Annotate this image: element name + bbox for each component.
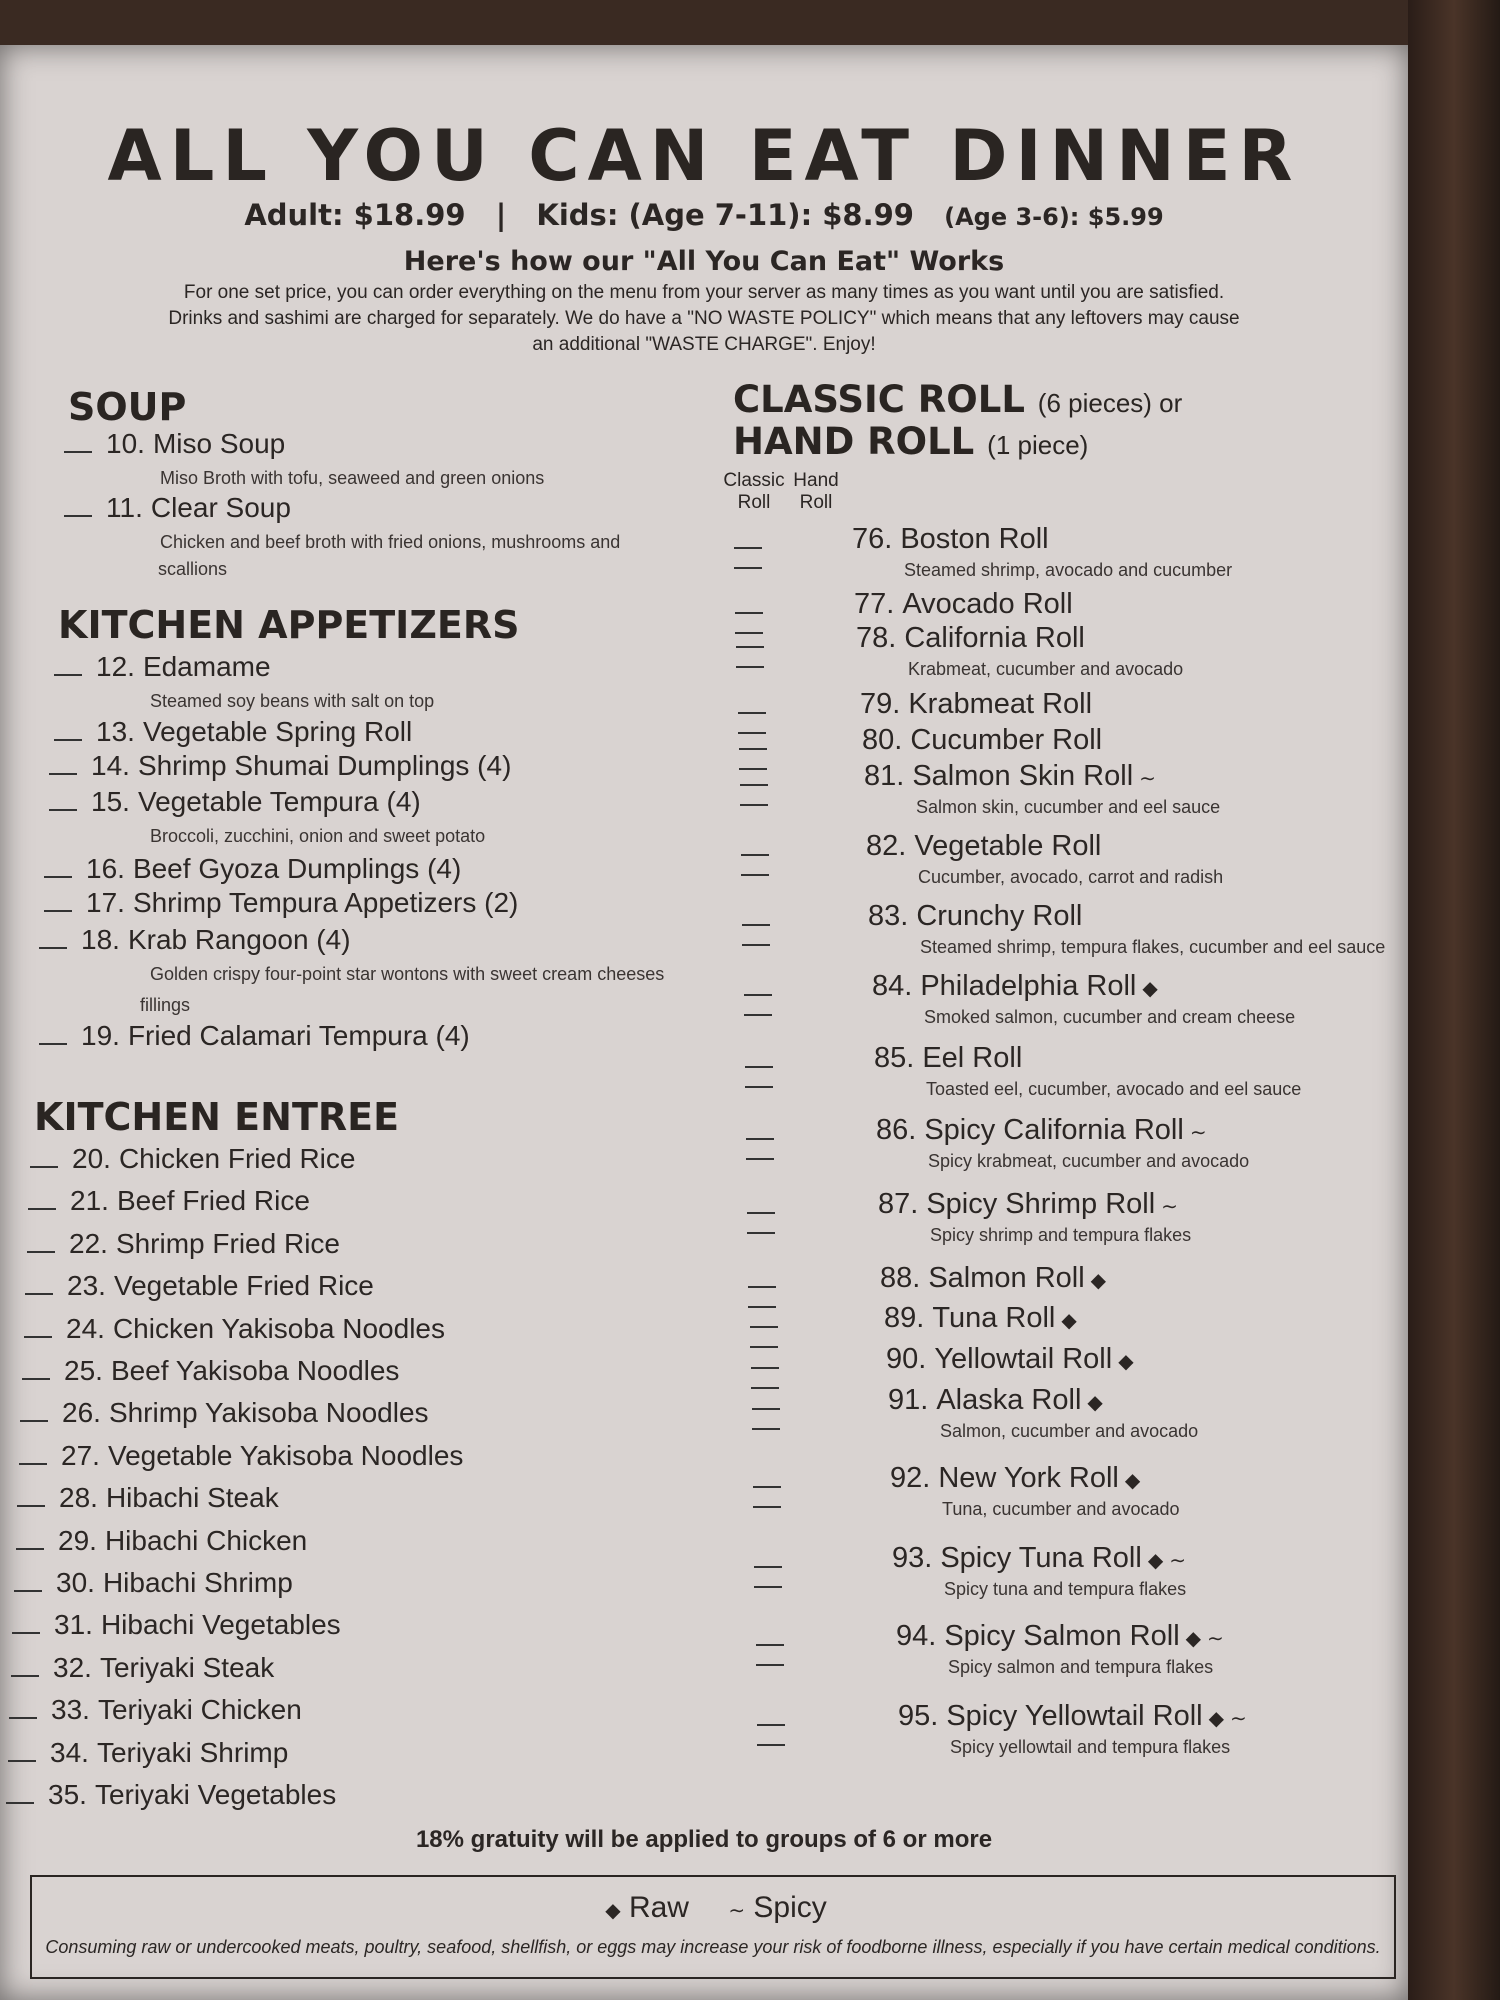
- item-name: Beef Gyoza Dumplings (4): [132, 853, 462, 884]
- item-name: Beef Fried Rice: [116, 1185, 310, 1216]
- spicy-icon: ∼: [1189, 1122, 1207, 1144]
- spicy-icon: ∼: [1169, 1550, 1186, 1572]
- roll-name: Cucumber Roll: [910, 724, 1103, 756]
- order-blank[interactable]: [8, 1760, 36, 1762]
- item-number: 18.: [81, 924, 120, 955]
- price-line: [0, 198, 1408, 232]
- order-blank[interactable]: [9, 1717, 37, 1719]
- legend: [32, 1891, 1394, 1925]
- roll-item: [880, 1262, 1106, 1295]
- item-description: Steamed soy beans with salt on top: [150, 691, 435, 711]
- item-description: Spicy krabmeat, cucumber and avocado: [928, 1151, 1250, 1171]
- roll-order-blanks: [747, 1194, 847, 1234]
- item-name: Teriyaki Vegetables: [94, 1779, 337, 1810]
- item-number: 15.: [91, 786, 130, 817]
- roll-item: [874, 1042, 1022, 1075]
- roll-number: 89.: [884, 1302, 925, 1334]
- item-number: 14.: [91, 750, 130, 781]
- item-number: 31.: [54, 1609, 93, 1640]
- item-name: Vegetable Fried Rice: [113, 1270, 374, 1301]
- menu-item: [6, 1779, 336, 1811]
- item-number: 12.: [96, 651, 135, 682]
- menu-item: [24, 1313, 445, 1345]
- raw-icon: ◆: [605, 1900, 621, 1922]
- roll-number: 91.: [888, 1384, 929, 1416]
- item-number: 24.: [66, 1313, 105, 1344]
- spicy-icon: ∼: [1230, 1708, 1247, 1730]
- order-blank[interactable]: [22, 1378, 50, 1380]
- hand-blank[interactable]: [740, 786, 768, 806]
- classic-blank[interactable]: [746, 1120, 774, 1140]
- roll-number: 90.: [886, 1343, 927, 1375]
- roll-number: 80.: [862, 724, 903, 756]
- intro-text: [150, 280, 1258, 358]
- kids-price: Kids: (Age 7-11): $8.99: [536, 198, 914, 232]
- item-name: Chicken Yakisoba Noodles: [112, 1313, 445, 1344]
- item-description: Krabmeat, cucumber and avocado: [908, 659, 1184, 679]
- raw-icon: ◆: [1208, 1708, 1225, 1730]
- item-description: Tuna, cucumber and avocado: [942, 1499, 1180, 1519]
- order-blank[interactable]: [49, 773, 77, 775]
- raw-icon: ◆: [1090, 1270, 1107, 1292]
- item-name: Hibachi Shrimp: [102, 1567, 293, 1598]
- roll-name: Boston Roll: [900, 523, 1049, 555]
- roll-name: Spicy California Roll: [924, 1114, 1184, 1146]
- order-blank[interactable]: [64, 515, 92, 517]
- roll-number: 87.: [878, 1188, 919, 1220]
- item-name: Teriyaki Chicken: [97, 1694, 302, 1725]
- roll-order-blanks: [750, 1308, 850, 1348]
- raw-icon: ◆: [1142, 978, 1158, 1000]
- order-blank[interactable]: [54, 674, 82, 676]
- roll-number: 94.: [896, 1620, 937, 1652]
- menu-item: [28, 1185, 310, 1217]
- roll-item: [892, 1542, 1186, 1575]
- entree-heading: KITCHEN ENTREE: [34, 1095, 400, 1139]
- item-description: scallions: [158, 559, 228, 579]
- hand-blank[interactable]: [751, 1369, 779, 1389]
- order-blank[interactable]: [39, 947, 67, 949]
- health-warning: Consuming raw or undercooked meats, poultry, seafood, shellfish, or eggs may increase your risk of foodborne illness, especially if you have certain medical conditions.: [45, 1937, 1381, 1957]
- roll-number: 95.: [898, 1700, 939, 1732]
- item-description: Broccoli, zucchini, onion and sweet potato: [150, 826, 486, 846]
- roll-number: 92.: [890, 1462, 931, 1494]
- roll-order-blanks: [734, 529, 834, 569]
- classic-blank[interactable]: [740, 766, 768, 786]
- roll-name: Eel Roll: [922, 1042, 1023, 1074]
- menu-item: [44, 887, 518, 919]
- roll-item: [866, 830, 1101, 863]
- roll-name: Spicy Shrimp Roll: [926, 1188, 1156, 1220]
- classic-blank[interactable]: [735, 594, 763, 614]
- menu-item: [64, 492, 291, 524]
- page-title: ALL YOU CAN EAT DINNER: [107, 115, 1301, 197]
- roll-item: [888, 1384, 1103, 1417]
- order-blank[interactable]: [24, 1336, 52, 1338]
- roll-name: Krabmeat Roll: [908, 688, 1093, 720]
- order-blank[interactable]: [25, 1293, 53, 1295]
- menu-item: [25, 1270, 374, 1302]
- classic-blank[interactable]: [753, 1468, 781, 1488]
- hand-roll-heading: [733, 420, 1088, 463]
- roll-order-blanks: [753, 1468, 853, 1508]
- order-blank[interactable]: [11, 1675, 39, 1677]
- roll-order-blanks: [754, 1548, 854, 1588]
- raw-icon: ◆: [1147, 1550, 1164, 1572]
- roll-item: [864, 760, 1156, 793]
- menu-item: [44, 853, 461, 885]
- roll-number: 86.: [876, 1114, 917, 1146]
- item-number: 32.: [53, 1652, 92, 1683]
- roll-item: [872, 970, 1158, 1003]
- classic-blank[interactable]: [757, 1706, 785, 1726]
- adult-price: Adult: $18.99: [244, 198, 466, 232]
- menu-item: [20, 1397, 429, 1429]
- spicy-icon: ∼: [728, 1900, 746, 1922]
- classic-blank[interactable]: [751, 1349, 779, 1369]
- roll-order-blanks: [736, 628, 836, 668]
- roll-item: [878, 1188, 1178, 1221]
- roll-number: 88.: [880, 1262, 921, 1294]
- roll-order-blanks: [738, 694, 838, 734]
- classic-roll-title: CLASSIC ROLL: [733, 378, 1025, 421]
- roll-number: 93.: [892, 1542, 933, 1574]
- roll-order-blanks: [741, 836, 841, 876]
- item-description: fillings: [140, 995, 191, 1015]
- roll-item: [896, 1620, 1224, 1653]
- classic-blank[interactable]: [748, 1268, 776, 1288]
- roll-name: California Roll: [904, 622, 1085, 654]
- item-description: Cucumber, avocado, carrot and radish: [918, 867, 1224, 887]
- menu-item: [8, 1737, 288, 1769]
- roll-number: 77.: [854, 588, 895, 620]
- hand-blank[interactable]: [741, 856, 769, 876]
- order-blank[interactable]: [28, 1208, 56, 1210]
- roll-item: [876, 1114, 1207, 1147]
- hand-blank[interactable]: [748, 1288, 776, 1308]
- menu-item: [49, 786, 421, 818]
- item-name: Shrimp Tempura Appetizers (2): [132, 887, 519, 918]
- roll-number: 78.: [856, 622, 897, 654]
- hand-blank[interactable]: [742, 926, 770, 946]
- order-blank[interactable]: [6, 1802, 34, 1804]
- item-name: Hibachi Chicken: [104, 1525, 308, 1556]
- roll-order-blanks: [756, 1626, 856, 1666]
- order-blank[interactable]: [44, 876, 72, 878]
- classic-blank[interactable]: [741, 836, 769, 856]
- item-name: Vegetable Spring Roll: [142, 716, 413, 747]
- spicy-icon: ∼: [1139, 768, 1156, 790]
- roll-order-blanks: [740, 766, 840, 806]
- item-number: 21.: [70, 1185, 109, 1216]
- order-blank[interactable]: [19, 1463, 47, 1465]
- item-number: 13.: [96, 716, 135, 747]
- item-name: Hibachi Vegetables: [100, 1609, 341, 1640]
- menu-item: [64, 428, 285, 460]
- roll-item: [852, 523, 1049, 556]
- order-blank[interactable]: [44, 910, 72, 912]
- item-number: 26.: [62, 1397, 101, 1428]
- roll-number: 76.: [852, 523, 893, 555]
- classic-column-header: Classic Roll: [723, 470, 785, 513]
- menu-item: [39, 924, 351, 956]
- roll-order-blanks: [748, 1268, 848, 1308]
- item-description: Salmon skin, cucumber and eel sauce: [916, 797, 1221, 817]
- order-blank[interactable]: [27, 1251, 55, 1253]
- menu-item: [14, 1567, 293, 1599]
- hand-blank[interactable]: [752, 1410, 780, 1430]
- item-number: 22.: [69, 1228, 108, 1259]
- order-blank[interactable]: [20, 1420, 48, 1422]
- roll-order-blanks: [757, 1706, 857, 1746]
- item-number: 35.: [48, 1779, 87, 1810]
- roll-name: Spicy Yellowtail Roll: [946, 1700, 1203, 1732]
- classic-blank[interactable]: [734, 529, 762, 549]
- roll-name: Salmon Skin Roll: [912, 760, 1134, 792]
- soup-heading: SOUP: [68, 385, 187, 429]
- raw-icon: ◆: [1087, 1392, 1103, 1414]
- roll-item: [860, 688, 1092, 721]
- roll-order-blanks: [751, 1349, 851, 1389]
- order-blank[interactable]: [39, 1043, 67, 1045]
- roll-item: [884, 1302, 1077, 1335]
- item-number: 17.: [86, 887, 125, 918]
- item-name: Clear Soup: [150, 492, 291, 523]
- menu-item: [9, 1694, 302, 1726]
- roll-item: [886, 1343, 1134, 1376]
- roll-order-blanks: [746, 1120, 846, 1160]
- menu-item: [11, 1652, 274, 1684]
- item-name: Shrimp Shumai Dumplings (4): [137, 750, 512, 781]
- item-number: 34.: [50, 1737, 89, 1768]
- item-number: 30.: [56, 1567, 95, 1598]
- menu-item: [30, 1143, 355, 1175]
- roll-number: 84.: [872, 970, 913, 1002]
- appetizers-heading: KITCHEN APPETIZERS: [58, 603, 520, 647]
- order-blank[interactable]: [49, 809, 77, 811]
- roll-item: [890, 1462, 1140, 1495]
- roll-item: [856, 622, 1085, 655]
- hand-blank[interactable]: [746, 1140, 774, 1160]
- menu-item: [27, 1228, 340, 1260]
- hand-column-header: Hand Roll: [793, 470, 839, 513]
- item-number: 28.: [59, 1482, 98, 1513]
- roll-item: [868, 900, 1082, 933]
- raw-icon: ◆: [1118, 1351, 1134, 1373]
- roll-name: Avocado Roll: [902, 588, 1073, 620]
- item-description: Chicken and beef broth with fried onions, mushrooms and: [160, 532, 621, 552]
- roll-number: 81.: [864, 760, 905, 792]
- item-number: 20.: [72, 1143, 111, 1174]
- item-description: Miso Broth with tofu, seaweed and green onions: [160, 468, 545, 488]
- classic-blank[interactable]: [742, 906, 770, 926]
- roll-name: Yellowtail Roll: [934, 1343, 1113, 1375]
- classic-blank[interactable]: [736, 628, 764, 648]
- hand-blank[interactable]: [756, 1646, 784, 1666]
- roll-order-blanks: [742, 906, 842, 946]
- classic-blank[interactable]: [744, 976, 772, 996]
- intro-line: an additional "WASTE CHARGE". Enjoy!: [532, 334, 876, 355]
- raw-icon: ◆: [1124, 1470, 1141, 1492]
- hand-blank[interactable]: [745, 1068, 773, 1088]
- roll-name: Vegetable Roll: [914, 830, 1102, 862]
- classic-blank[interactable]: [747, 1194, 775, 1214]
- item-description: Steamed shrimp, tempura flakes, cucumber and eel sauce: [920, 937, 1386, 957]
- item-number: 19.: [81, 1020, 120, 1051]
- roll-name: Spicy Salmon Roll: [944, 1620, 1180, 1652]
- item-description: Smoked salmon, cucumber and cream cheese: [924, 1007, 1296, 1027]
- item-name: Vegetable Yakisoba Noodles: [107, 1440, 464, 1471]
- menu-item: [39, 1020, 470, 1052]
- item-name: Shrimp Fried Rice: [115, 1228, 340, 1259]
- item-name: Teriyaki Shrimp: [96, 1737, 289, 1768]
- roll-name: Spicy Tuna Roll: [940, 1542, 1142, 1574]
- roll-name: New York Roll: [938, 1462, 1119, 1494]
- item-description: Golden crispy four-point star wontons with sweet cream cheeses: [150, 964, 665, 984]
- hand-blank[interactable]: [753, 1488, 781, 1508]
- item-number: 25.: [64, 1355, 103, 1386]
- classic-blank[interactable]: [739, 730, 767, 750]
- hand-blank[interactable]: [757, 1726, 785, 1746]
- intro-line: Drinks and sashimi are charged for separately. We do have a "NO WASTE POLICY" which means that any leftovers may cause: [168, 308, 1240, 329]
- item-name: Shrimp Yakisoba Noodles: [108, 1397, 429, 1428]
- roll-number: 83.: [868, 900, 909, 932]
- item-name: Teriyaki Steak: [99, 1652, 275, 1683]
- intro-line: For one set price, you can order everything on the menu from your server as many times as you want until you are satisfied.: [183, 282, 1225, 303]
- item-number: 33.: [51, 1694, 90, 1725]
- roll-item: [862, 724, 1102, 757]
- item-number: 10.: [106, 428, 145, 459]
- classic-blank[interactable]: [745, 1048, 773, 1068]
- legend-spicy: Spicy: [753, 1891, 827, 1924]
- item-number: 11.: [106, 492, 143, 523]
- item-description: Spicy shrimp and tempura flakes: [930, 1225, 1192, 1245]
- roll-name: Philadelphia Roll: [920, 970, 1137, 1002]
- item-number: 16.: [86, 853, 125, 884]
- roll-number: 82.: [866, 830, 907, 862]
- item-number: 27.: [61, 1440, 100, 1471]
- roll-item: [898, 1700, 1247, 1733]
- classic-blank[interactable]: [752, 1390, 780, 1410]
- hand-blank[interactable]: [747, 1214, 775, 1234]
- item-description: Spicy salmon and tempura flakes: [948, 1657, 1214, 1677]
- item-description: Spicy tuna and tempura flakes: [944, 1579, 1187, 1599]
- hand-blank[interactable]: [736, 648, 764, 668]
- roll-order-blanks: [739, 730, 839, 770]
- order-blank[interactable]: [64, 451, 92, 453]
- order-blank[interactable]: [12, 1632, 40, 1634]
- item-name: Fried Calamari Tempura (4): [127, 1020, 470, 1051]
- item-name: Vegetable Tempura (4): [137, 786, 421, 817]
- classic-blank[interactable]: [756, 1626, 784, 1646]
- raw-icon: ◆: [1185, 1628, 1202, 1650]
- legend-box: [30, 1875, 1396, 1979]
- menu-item: [16, 1525, 307, 1557]
- item-number: 29.: [58, 1525, 97, 1556]
- item-description: Spicy yellowtail and tempura flakes: [950, 1737, 1231, 1757]
- roll-number: 85.: [874, 1042, 915, 1074]
- order-blank[interactable]: [54, 739, 82, 741]
- hand-blank[interactable]: [750, 1328, 778, 1348]
- roll-name: Tuna Roll: [932, 1302, 1056, 1334]
- menu-item: [12, 1609, 341, 1641]
- hand-roll-title: HAND ROLL: [733, 420, 975, 463]
- roll-name: Alaska Roll: [936, 1384, 1082, 1416]
- roll-order-blanks: [752, 1390, 852, 1430]
- item-name: Chicken Fried Rice: [118, 1143, 356, 1174]
- roll-order-blanks: [744, 976, 844, 1016]
- classic-blank[interactable]: [754, 1548, 782, 1568]
- item-name: Hibachi Steak: [105, 1482, 279, 1513]
- menu-item: [54, 651, 271, 683]
- item-description: Toasted eel, cucumber, avocado and eel sauce: [926, 1079, 1302, 1099]
- menu-item: [19, 1440, 463, 1472]
- roll-name: Crunchy Roll: [916, 900, 1083, 932]
- hand-blank[interactable]: [744, 996, 772, 1016]
- classic-roll-heading: [733, 378, 1182, 421]
- roll-name: Salmon Roll: [928, 1262, 1085, 1294]
- menu-item: [22, 1355, 399, 1387]
- item-name: Miso Soup: [152, 428, 286, 459]
- roll-item: [854, 588, 1073, 621]
- classic-roll-note: (6 pieces) or: [1037, 388, 1183, 418]
- order-blank[interactable]: [14, 1590, 42, 1592]
- menu-item: [49, 750, 511, 782]
- order-blank[interactable]: [30, 1166, 58, 1168]
- item-name: Edamame: [142, 651, 271, 682]
- hand-roll-note: (1 piece): [987, 430, 1089, 460]
- item-description: Steamed shrimp, avocado and cucumber: [904, 560, 1233, 580]
- item-name: Krab Rangoon (4): [127, 924, 351, 955]
- menu-item: [17, 1482, 279, 1514]
- gratuity-note: 18% gratuity will be applied to groups of 6 or more: [415, 1826, 993, 1853]
- item-description: Salmon, cucumber and avocado: [940, 1421, 1199, 1441]
- roll-number: 79.: [860, 688, 901, 720]
- menu-item: [54, 716, 412, 748]
- roll-order-blanks: [745, 1048, 845, 1088]
- hand-blank[interactable]: [734, 549, 762, 569]
- classic-blank[interactable]: [750, 1308, 778, 1328]
- classic-blank[interactable]: [738, 694, 766, 714]
- raw-icon: ◆: [1061, 1310, 1077, 1332]
- background-edge: [1408, 0, 1500, 2000]
- order-blank[interactable]: [17, 1505, 45, 1507]
- order-blank[interactable]: [16, 1548, 44, 1550]
- spicy-icon: ∼: [1161, 1196, 1178, 1218]
- item-number: 23.: [67, 1270, 106, 1301]
- legend-raw: Raw: [628, 1891, 689, 1924]
- small-kids-price: (Age 3-6): $5.99: [944, 203, 1164, 231]
- price-separator: |: [495, 198, 507, 232]
- how-it-works-title: Here's how our "All You Can Eat" Works: [403, 246, 1005, 277]
- spicy-icon: ∼: [1207, 1628, 1224, 1650]
- item-name: Beef Yakisoba Noodles: [110, 1355, 400, 1386]
- hand-blank[interactable]: [754, 1568, 782, 1588]
